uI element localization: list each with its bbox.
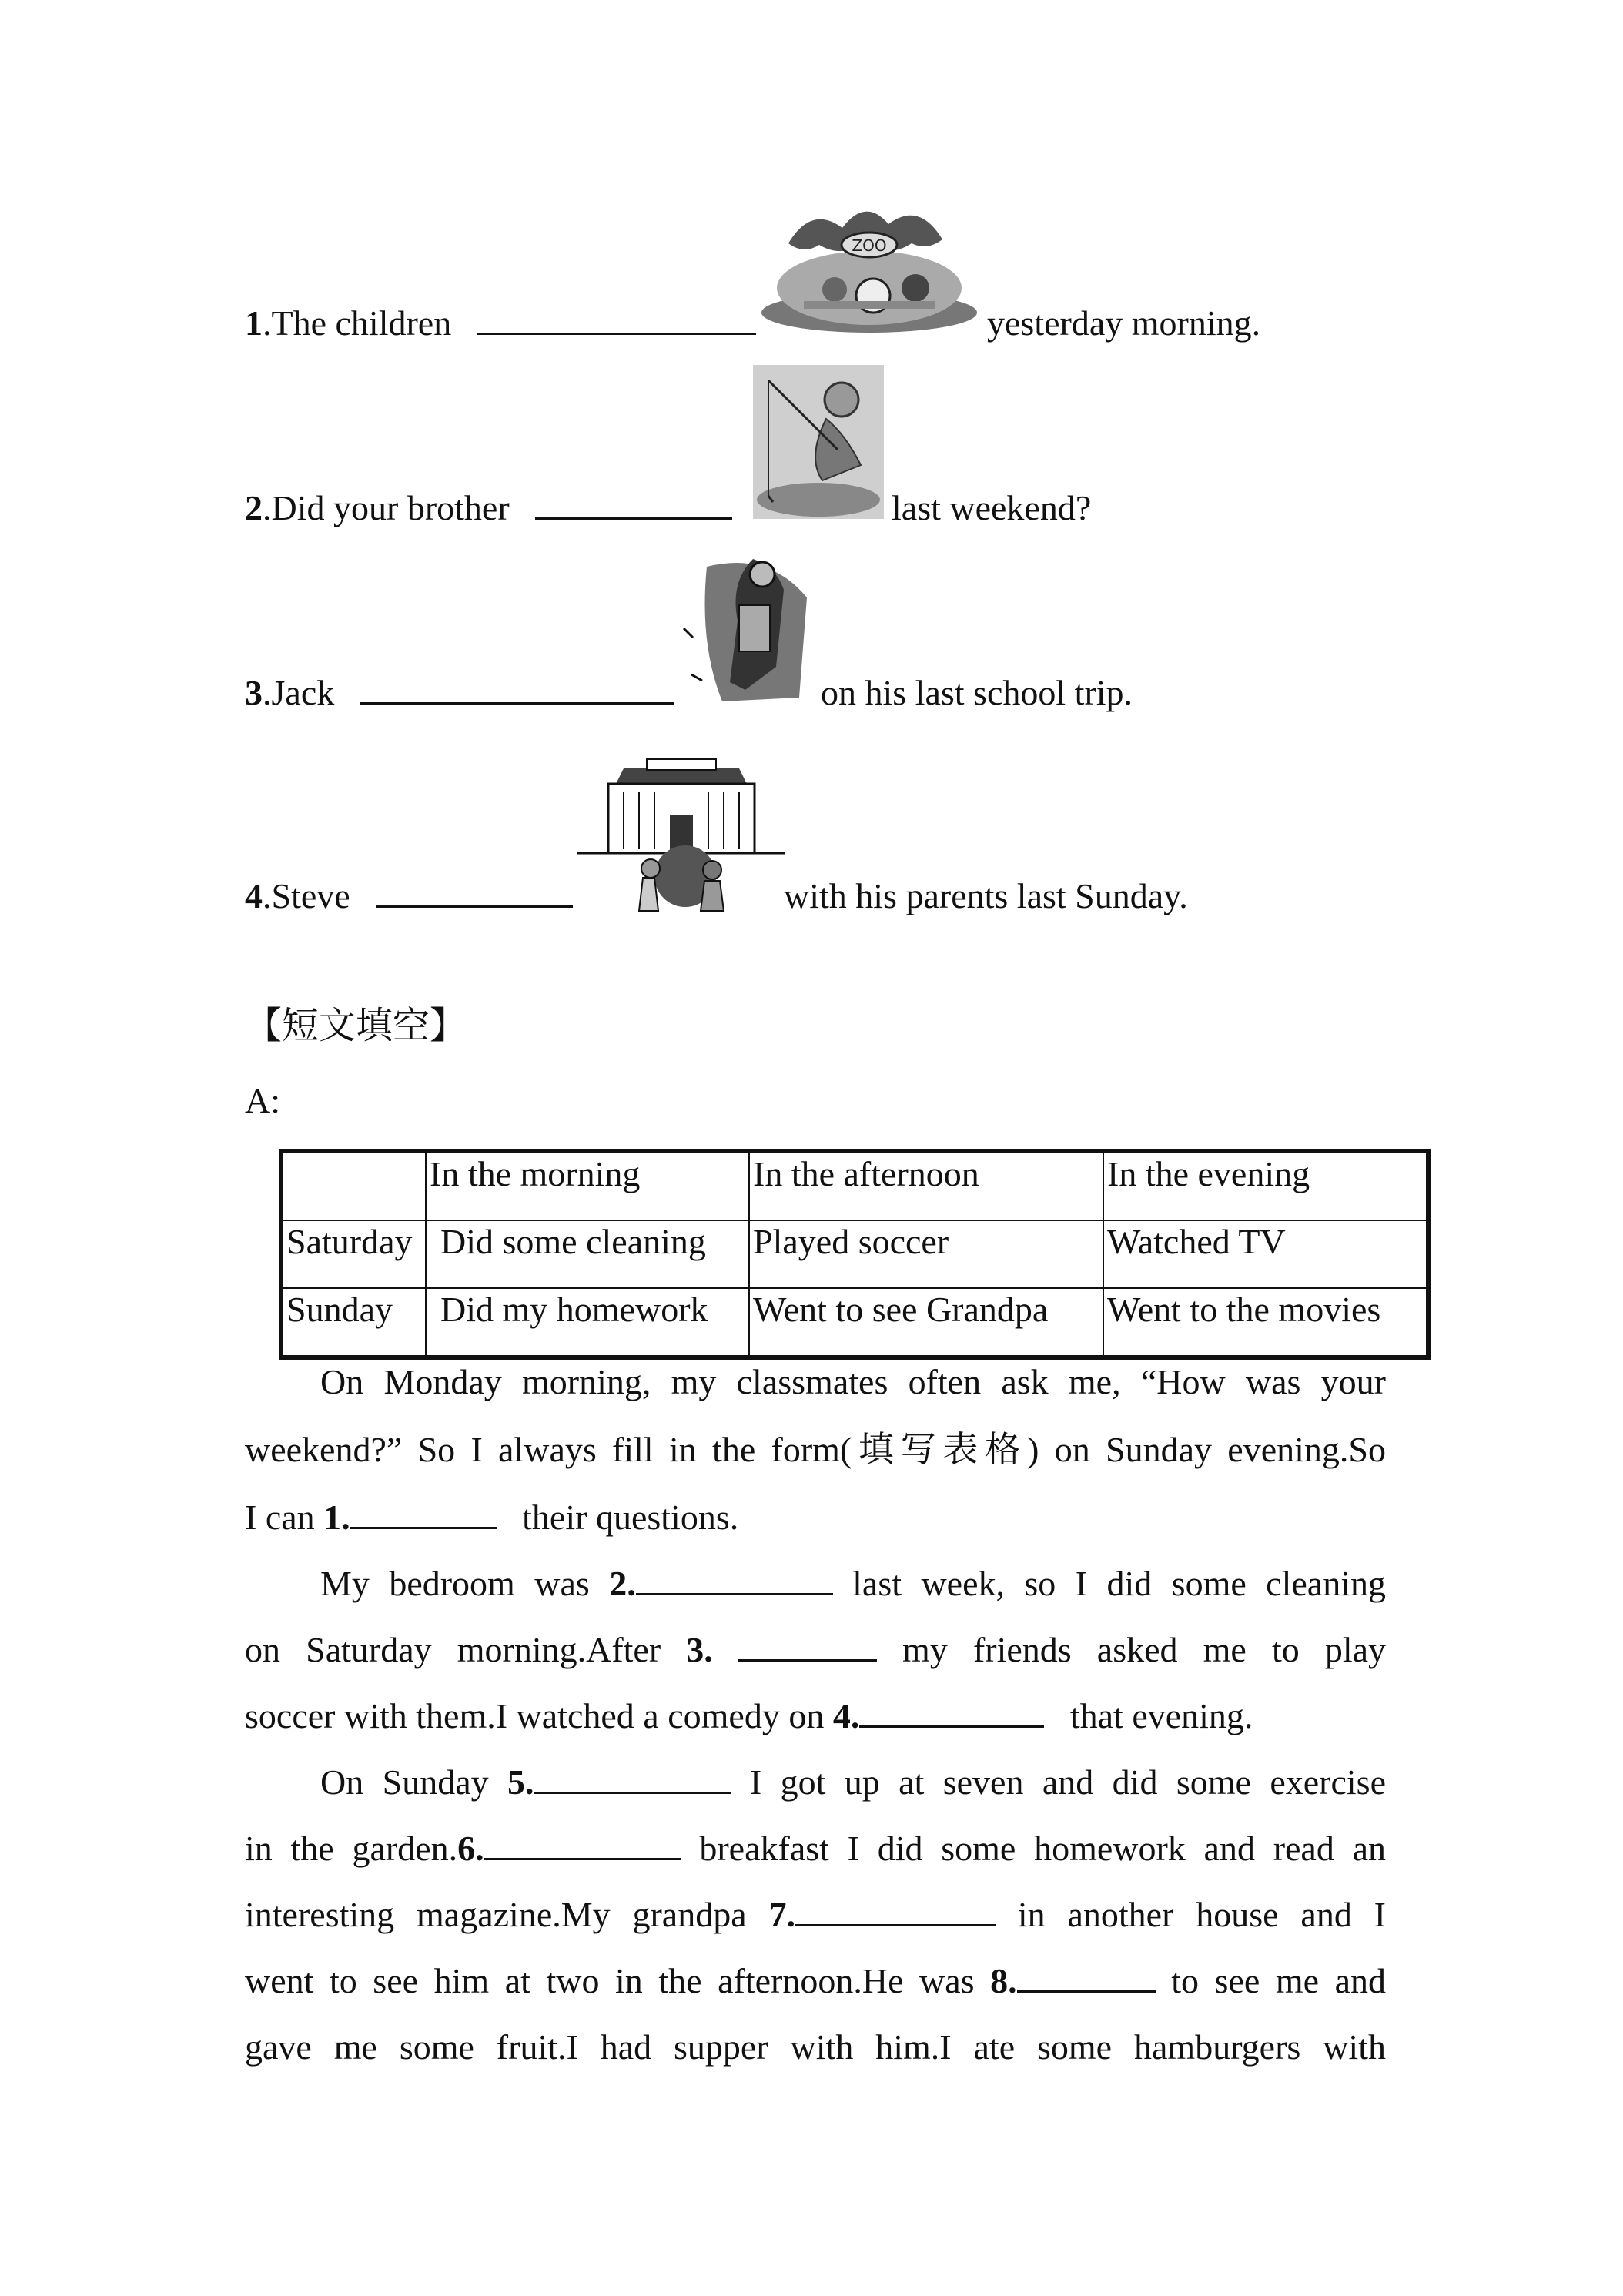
question-3 (245, 671, 674, 715)
blank-number: 4. (832, 1696, 860, 1735)
passage-text: interesting magazine.My grandpa (245, 1895, 747, 1934)
answer-blank[interactable] (350, 1499, 497, 1529)
passage-line (320, 1749, 1386, 1816)
passage-text: in another house and I (1017, 1895, 1386, 1934)
passage-text: On Sunday (320, 1762, 489, 1802)
table-cell: Did my homework (426, 1288, 749, 1357)
passage-line (320, 1551, 1386, 1617)
section-heading: 【短文填空】 (245, 1004, 467, 1047)
hiking-picture (676, 551, 815, 705)
question-number: 1 (245, 303, 263, 343)
passage-line (245, 2014, 1386, 2080)
table-cell: Saturday (281, 1220, 426, 1288)
table-cell: Went to see Grandpa (749, 1288, 1103, 1357)
blank-number: 6. (457, 1829, 484, 1868)
passage-text: On Monday morning, my classmates often ask me, “How was your (320, 1362, 1386, 1401)
answer-blank[interactable] (636, 1565, 833, 1595)
question-1 (245, 302, 756, 345)
table-row (281, 1220, 1428, 1288)
passage-line (245, 1617, 1386, 1683)
question-text: .Did your brother (263, 488, 510, 527)
passage-text: weekend?” So I always fill in the form(填写表格) on Sunday evening.So (245, 1430, 1386, 1469)
answer-blank[interactable] (360, 671, 674, 705)
answer-blank[interactable] (859, 1698, 1044, 1728)
passage-line (245, 1683, 1386, 1749)
passage-text: last week, so I did some cleaning (852, 1564, 1386, 1603)
table-cell: Went to the movies (1103, 1288, 1428, 1357)
answer-blank[interactable] (738, 1632, 877, 1662)
question-4-end: with his parents last Sunday. (784, 876, 1188, 915)
passage-text: breakfast I did some homework and read an (699, 1829, 1386, 1868)
question-1-end: yesterday morning. (987, 303, 1261, 343)
table-header-cell: In the morning (426, 1151, 749, 1220)
table-cell: Played soccer (749, 1220, 1103, 1288)
question-number: 3 (245, 673, 263, 712)
museum-picture (577, 745, 785, 915)
zoo-picture (758, 197, 981, 336)
passage-line (245, 1816, 1386, 1882)
blank-number: 2. (609, 1564, 636, 1603)
question-number: 4 (245, 876, 263, 915)
table-row (281, 1288, 1428, 1357)
weekend-schedule-table (279, 1149, 1431, 1360)
passage-line (245, 1882, 1386, 1948)
svg-text:ZOO: ZOO (852, 236, 887, 255)
passage-line (245, 1948, 1386, 2014)
answer-blank[interactable] (1017, 1963, 1156, 1993)
passage-text: to see me and (1171, 1961, 1387, 2000)
question-2 (245, 487, 732, 530)
passage-text: My bedroom was (320, 1564, 590, 1603)
answer-blank[interactable] (795, 1896, 996, 1926)
table-cell: Watched TV (1103, 1220, 1428, 1288)
answer-blank[interactable] (376, 875, 573, 908)
table-header-cell: In the evening (1103, 1151, 1428, 1220)
answer-blank[interactable] (534, 1764, 731, 1794)
question-number: 2 (245, 488, 263, 527)
passage-text: I got up at seven and did some exercise (749, 1762, 1386, 1802)
passage-text: their questions. (522, 1498, 739, 1537)
passage-text: went to see him at two in the afternoon.He was (245, 1961, 975, 2000)
question-text: .Jack (263, 673, 335, 712)
passage-line (320, 1349, 1386, 1415)
answer-blank[interactable] (535, 487, 732, 520)
passage-text: gave me some fruit.I had supper with him.I ate some hamburgers with (245, 2027, 1386, 2067)
table-cell: Did some cleaning (426, 1220, 749, 1288)
question-text: .The children (263, 303, 452, 343)
question-2-end: last weekend? (892, 488, 1092, 527)
passage-line (245, 1417, 1386, 1483)
blank-number: 8. (990, 1961, 1017, 2000)
passage-text: soccer with them.I watched a comedy on (245, 1696, 825, 1735)
table-cell: Sunday (281, 1288, 426, 1357)
table-cell (281, 1151, 426, 1220)
passage-text: that evening. (1069, 1696, 1253, 1735)
passage-text: in the garden. (245, 1829, 458, 1868)
section-label: A: (245, 1081, 280, 1120)
passage-text: on Saturday morning.After (245, 1630, 661, 1669)
fishing-picture (753, 365, 884, 519)
blank-number: 3. (686, 1630, 713, 1669)
question-4 (245, 875, 573, 918)
blank-number: 1. (323, 1498, 350, 1537)
passage-text: I can (245, 1498, 315, 1537)
passage-text: my friends asked me to play (902, 1630, 1387, 1669)
answer-blank[interactable] (484, 1830, 681, 1860)
question-3-end: on his last school trip. (821, 673, 1133, 712)
blank-number: 7. (768, 1895, 795, 1934)
blank-number: 5. (507, 1762, 534, 1802)
table-header-row (281, 1151, 1428, 1220)
passage-line (245, 1484, 1386, 1551)
question-text: .Steve (263, 876, 350, 915)
table-header-cell: In the afternoon (749, 1151, 1103, 1220)
answer-blank[interactable] (477, 302, 756, 335)
